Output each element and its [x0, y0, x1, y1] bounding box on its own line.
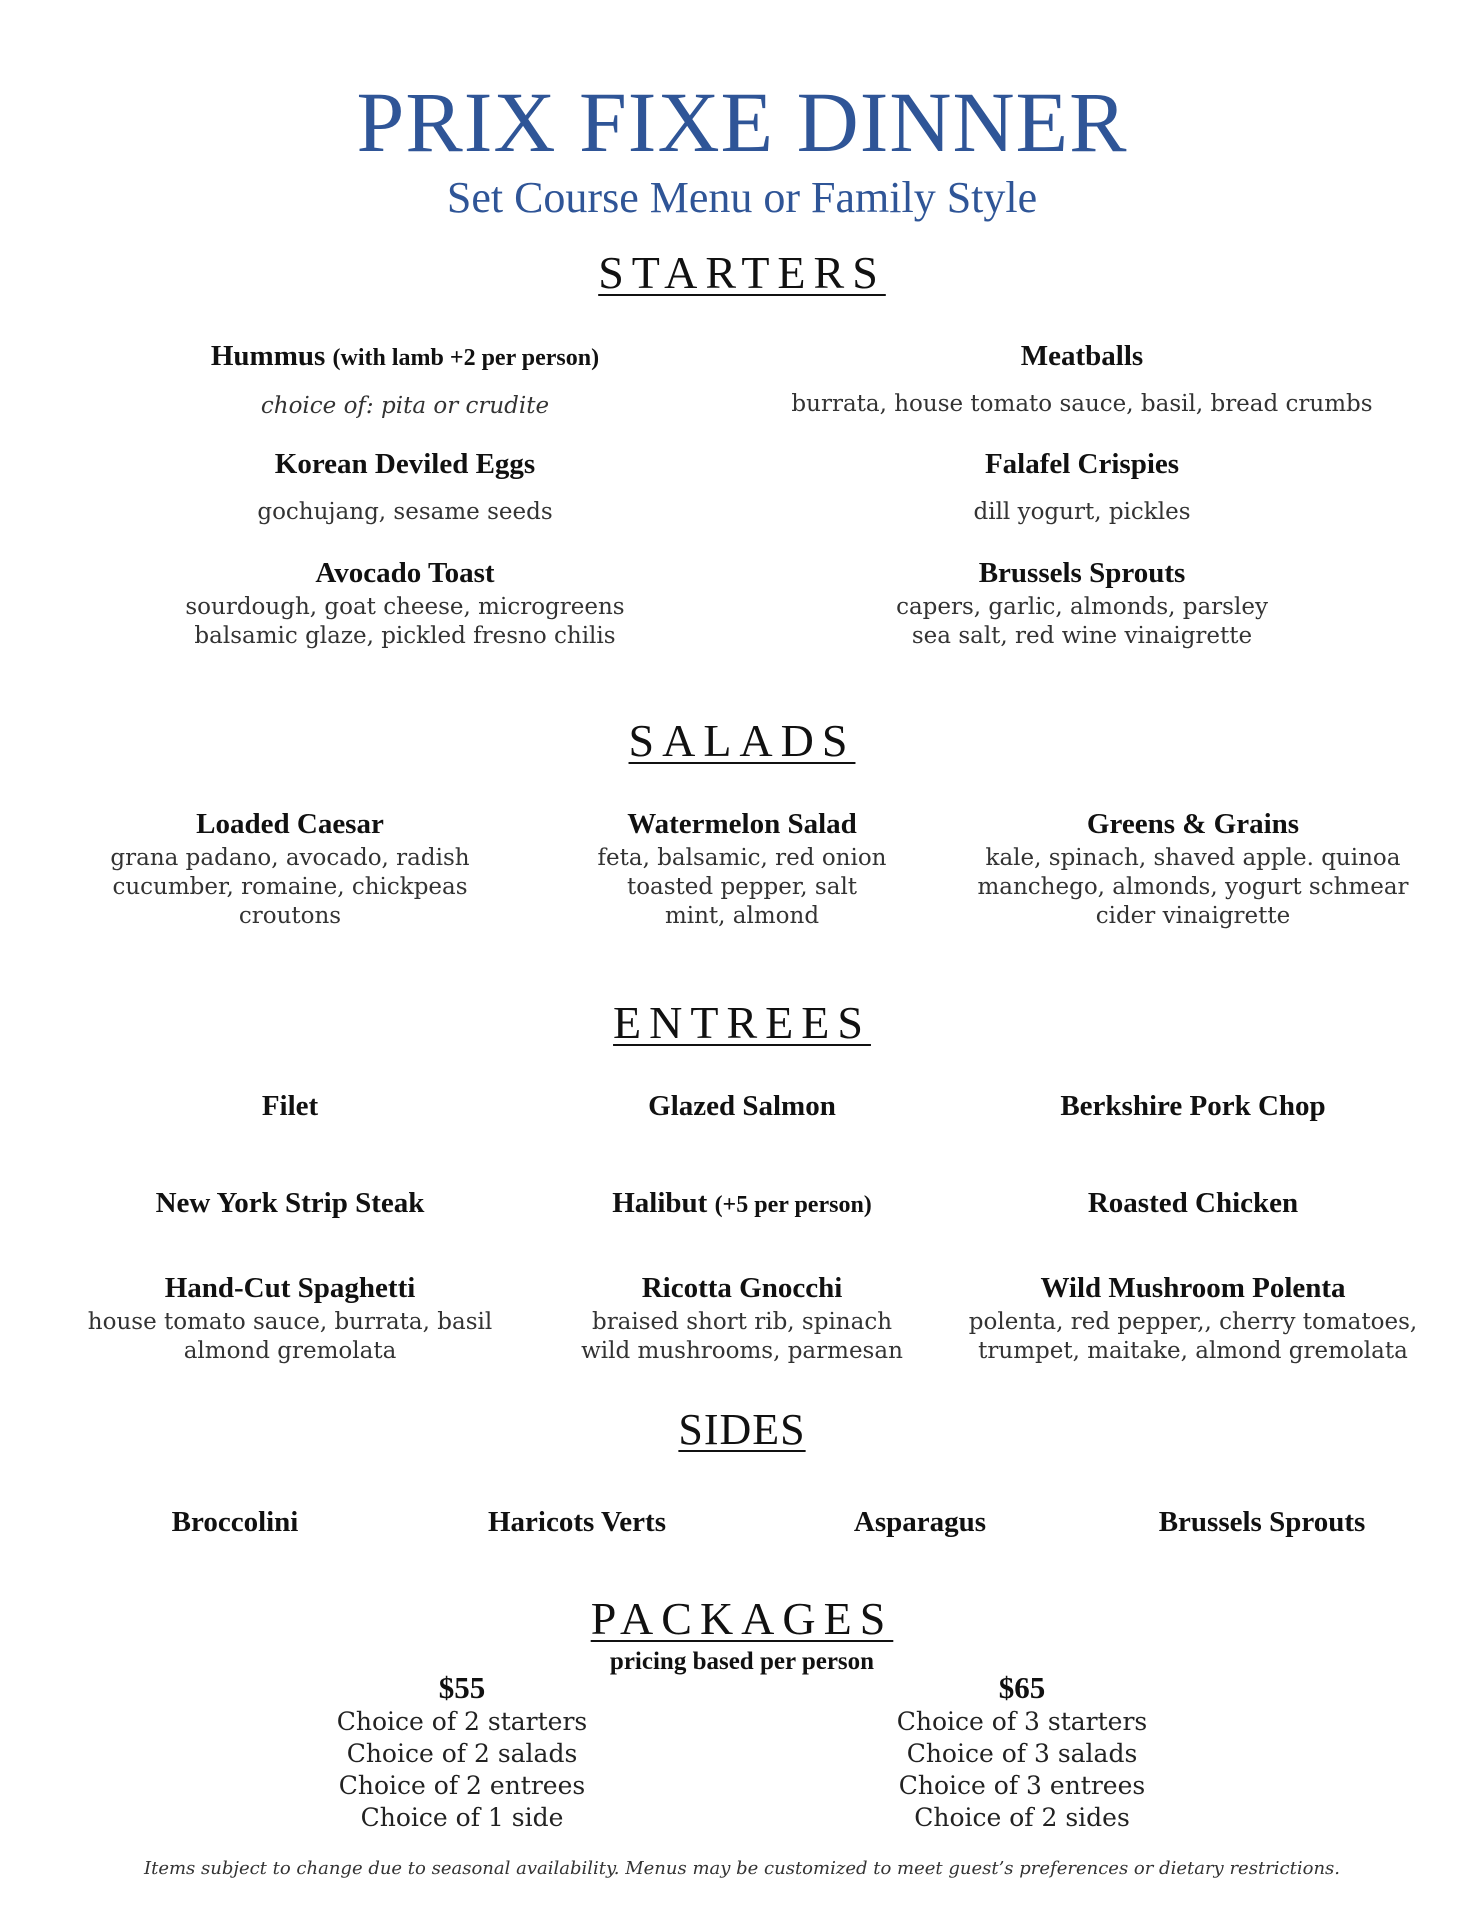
package-line: Choice of 3 salads — [906, 1739, 1138, 1768]
item-name: Hummus — [210, 340, 326, 372]
item-description: burrata, house tomato sauce, basil, bread crumbs — [791, 391, 1373, 417]
page-title: PRIX FIXE DINNER — [356, 74, 1128, 170]
item-description: manchego, almonds, yogurt schmear — [977, 874, 1409, 900]
entree-item-salmon — [648, 1088, 836, 1124]
item-name: Brussels Sprouts — [978, 557, 1186, 589]
item-description: kale, spinach, shaved apple. quinoa — [985, 845, 1401, 871]
item-description: feta, balsamic, red onion — [597, 845, 887, 871]
item-name: Watermelon Salad — [627, 808, 857, 840]
page-subtitle: Set Course Menu or Family Style — [446, 173, 1038, 222]
item-name: Korean Deviled Eggs — [274, 448, 536, 480]
package-line: Choice of 1 side — [360, 1803, 564, 1832]
starter-item-deviled-eggs — [257, 446, 552, 527]
salad-item-watermelon — [598, 806, 887, 931]
package-line: Choice of 3 starters — [896, 1707, 1148, 1736]
item-description: wild mushrooms, parmesan — [581, 1338, 903, 1364]
item-name: Halibut — [612, 1187, 708, 1219]
item-name: Hand-Cut Spaghetti — [164, 1272, 416, 1304]
side-item-brussels — [1159, 1504, 1366, 1540]
package-line: Choice of 2 entrees — [338, 1771, 586, 1800]
item-description: trumpet, maitake, almond gremolata — [978, 1338, 1408, 1364]
package-line: Choice of 2 sides — [914, 1803, 1130, 1832]
salad-item-caesar — [110, 806, 469, 931]
item-description: sea salt, red wine vinaigrette — [911, 623, 1253, 649]
item-description: braised short rib, spinach — [591, 1309, 893, 1335]
item-description: polenta, red pepper,, cherry tomatoes, — [968, 1309, 1418, 1335]
entree-item-halibut — [612, 1185, 872, 1223]
item-name: Meatballs — [1020, 340, 1144, 372]
item-description: house tomato sauce, burrata, basil — [87, 1309, 493, 1335]
item-description: toasted pepper, salt — [626, 874, 858, 900]
starter-item-meatballs — [791, 338, 1372, 419]
entree-item-spaghetti — [88, 1270, 492, 1366]
entrees-heading: ENTREES — [613, 997, 871, 1048]
starter-item-hummus — [211, 338, 599, 421]
item-name: Berkshire Pork Chop — [1060, 1090, 1326, 1122]
item-description: sourdough, goat cheese, microgreens — [185, 594, 625, 620]
item-name: Roasted Chicken — [1087, 1187, 1299, 1219]
item-name: Haricots Verts — [488, 1506, 666, 1538]
package-65 — [897, 1670, 1147, 1834]
item-description: capers, garlic, almonds, parsley — [896, 594, 1268, 620]
item-description: cider vinaigrette — [1095, 903, 1291, 929]
side-item-asparagus — [854, 1504, 986, 1540]
item-description: cucumber, romaine, chickpeas — [112, 874, 468, 900]
item-description: gochujang, sesame seeds — [257, 499, 553, 525]
item-name: Wild Mushroom Polenta — [1040, 1272, 1346, 1304]
salads-heading: SALADS — [628, 715, 856, 766]
item-description: almond gremolata — [183, 1338, 397, 1364]
item-name: Glazed Salmon — [648, 1090, 836, 1122]
starters-heading: STARTERS — [598, 247, 886, 298]
starter-item-falafel — [973, 446, 1190, 527]
item-name: Asparagus — [853, 1506, 987, 1538]
item-name: Avocado Toast — [315, 557, 495, 589]
entree-item-chicken — [1088, 1185, 1298, 1221]
pricing-note: pricing based per person — [609, 1648, 875, 1675]
side-item-broccolini — [172, 1504, 299, 1540]
package-line: Choice of 2 salads — [346, 1739, 578, 1768]
item-name: Greens & Grains — [1086, 808, 1300, 840]
item-note: (+5 per person) — [714, 1192, 872, 1218]
item-description: croutons — [238, 903, 342, 929]
package-line: Choice of 3 entrees — [898, 1771, 1146, 1800]
entree-item-polenta — [969, 1270, 1417, 1366]
starter-item-avocado-toast — [185, 555, 624, 651]
footer-disclaimer: Items subject to change due to seasonal availability. Menus may be customized to meet guest’s preferences or dietary restrictions. — [143, 1858, 1340, 1879]
starter-item-brussels — [896, 555, 1268, 651]
item-name: Brussels Sprouts — [1158, 1506, 1366, 1538]
package-line: Choice of 2 starters — [336, 1707, 588, 1736]
item-description: grana padano, avocado, radish — [110, 845, 470, 871]
item-note: (with lamb +2 per person) — [332, 345, 600, 371]
entree-item-strip-steak — [156, 1185, 425, 1221]
entree-item-pork-chop — [1060, 1088, 1325, 1124]
entree-item-gnocchi — [581, 1270, 903, 1366]
packages-heading: PACKAGES — [590, 1593, 894, 1644]
item-name: Filet — [261, 1090, 319, 1122]
sides-heading: SIDES — [678, 1405, 806, 1454]
item-description: balsamic glaze, pickled fresno chilis — [194, 623, 616, 649]
salad-item-greens-grains — [977, 806, 1408, 931]
item-description: dill yogurt, pickles — [973, 499, 1191, 525]
package-price: $55 — [438, 1670, 486, 1705]
item-name: Loaded Caesar — [196, 808, 384, 840]
item-description: choice of: pita or crudite — [260, 393, 550, 419]
package-price: $65 — [998, 1670, 1046, 1705]
item-name: Ricotta Gnocchi — [641, 1272, 843, 1304]
side-item-haricots-verts — [488, 1504, 666, 1540]
item-name: New York Strip Steak — [155, 1187, 425, 1219]
item-name: Falafel Crispies — [984, 448, 1180, 480]
item-name: Broccolini — [171, 1506, 299, 1538]
package-55 — [337, 1670, 587, 1834]
entree-item-filet — [262, 1088, 318, 1124]
item-description: mint, almond — [664, 903, 820, 929]
